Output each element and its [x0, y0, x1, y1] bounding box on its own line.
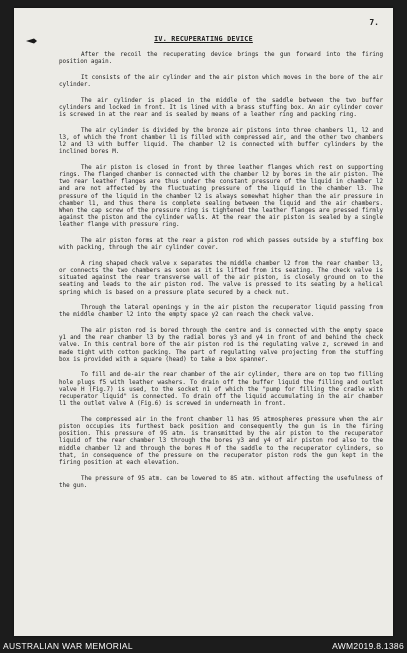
paragraph: The air piston forms at the rear a piston rod which passes outside by a stuffing box with packing, through the air cylinder cover. — [59, 238, 383, 252]
paragraph: The pressure of 95 atm. can be lowered to 85 atm. without affecting the usefulness of the gun. — [59, 475, 383, 489]
paragraph: The compressed air in the front chamber l1 has 95 atmospheres pressure when the air piston occupies its furthest back position and consequently the gun is in the firing position. This pressure of 95 atm. is transmitted by the air piston to the recuperator liquid of the rear chamber l3 through the bores y3 and y4 of air piston rod also to the middle chamber l2 and through the bores M of the saddle to the recuperator cylinders, so that, in consequence of the pressure on the recuperator piston rods the gun kept in the firing position at each elevation. — [59, 416, 383, 467]
paragraph: Through the lateral openings y in the air piston the recuperator liquid passing from the middle chamber l2 into the empty space y2 can reach the check valve. — [59, 305, 383, 319]
paragraph: A ring shaped check valve x separates the middle chamber l2 from the rear chamber l3, or connects the two chambers as soon as it is lifted from its seating. The check valve is situated against the rear transverse wall of the air piston, is closely ground on to the seating and leads to the air piston rod. The valve is pressed to its seating by a helical spring which is based on a pressure plate secured by a check nut. — [59, 260, 383, 296]
document-body — [59, 52, 383, 498]
paragraph: The air piston rod is bored through the centre and is connected with the empty space y1 and the rear chamber l3 by the radial bores y3 and y4 in front of and behind the check valve. In this central bore of the air piston rod is the regulating valve z, screwed in and made tight with cotton packing. The part of regulating valve projecting from the stuffing box is provided with a square (head) to take a box spanner. — [59, 328, 383, 363]
document-page — [14, 8, 393, 636]
paragraph: The air piston is closed in front by three leather flanges which rest on supporting rings. The flanged chamber is connected with the chamber l2 by bores in the air piston. The two rear leather flanges are thus under the constant pressure of the liquid in chamber l2 and are not affected by the fluctuating pressure of the liquid in the chamber l3. The pressure of the liquid in the chamber l2 is always somewhat higher than the air pressure in chamber l1, and thus there is complete sealing between the liquid and the air chambers. When the cap screw of the pressure ring is tightened the leather flanges are pressed firmly against the piston and the cylinder walls. At the rear the air piston is sealed by a single leather flange with pressure ring. — [59, 164, 383, 229]
paragraph: To fill and de-air the rear chamber of the air cylinder, there are on top two filling hole plugs f5 with leather washers. To drain off the buffer liquid the filling and outlet valve H (Fig.7) is used, to the socket n1 of which the "pump for filling the cradle with recuperator liquid" is connected. To drain off the liquid accumulating in the air chamber l1 the outlet valve A (Fig.6) is screwed in underneath in front. — [59, 372, 383, 408]
paragraph: The air cylinder is divided by the bronze air pistons into three chambers l1, l2 and l3, of which the front chamber l1 is filled with compressed air, and the other two chambers l2 and l3 with buffer liquid. The chamber l2 is connected with buffer cylinders by the inclined bores M. — [59, 127, 383, 156]
paragraph: The air cylinder is placed in the middle of the saddle between the two buffer cylinders and locked in front. It is lined with a brass stuffing box. An air cylinder cover is screwed in at the rear and is sealed by means of a leather ring and packing ring. — [59, 97, 383, 118]
paragraph: After the recoil the recuperating device brings the gun forward into the firing position again. — [59, 52, 383, 66]
section-heading: IV. RECUPERATING DEVICE — [154, 35, 253, 43]
page-number: 7. — [369, 18, 379, 27]
catalogue-number: AWM2019.8.1386 — [332, 641, 404, 651]
archive-footer — [0, 640, 407, 653]
paragraph: It consists of the air cylinder and the air piston which moves in the bore of the air cylinder. — [59, 74, 383, 88]
institution-name: AUSTRALIAN WAR MEMORIAL — [3, 641, 133, 651]
